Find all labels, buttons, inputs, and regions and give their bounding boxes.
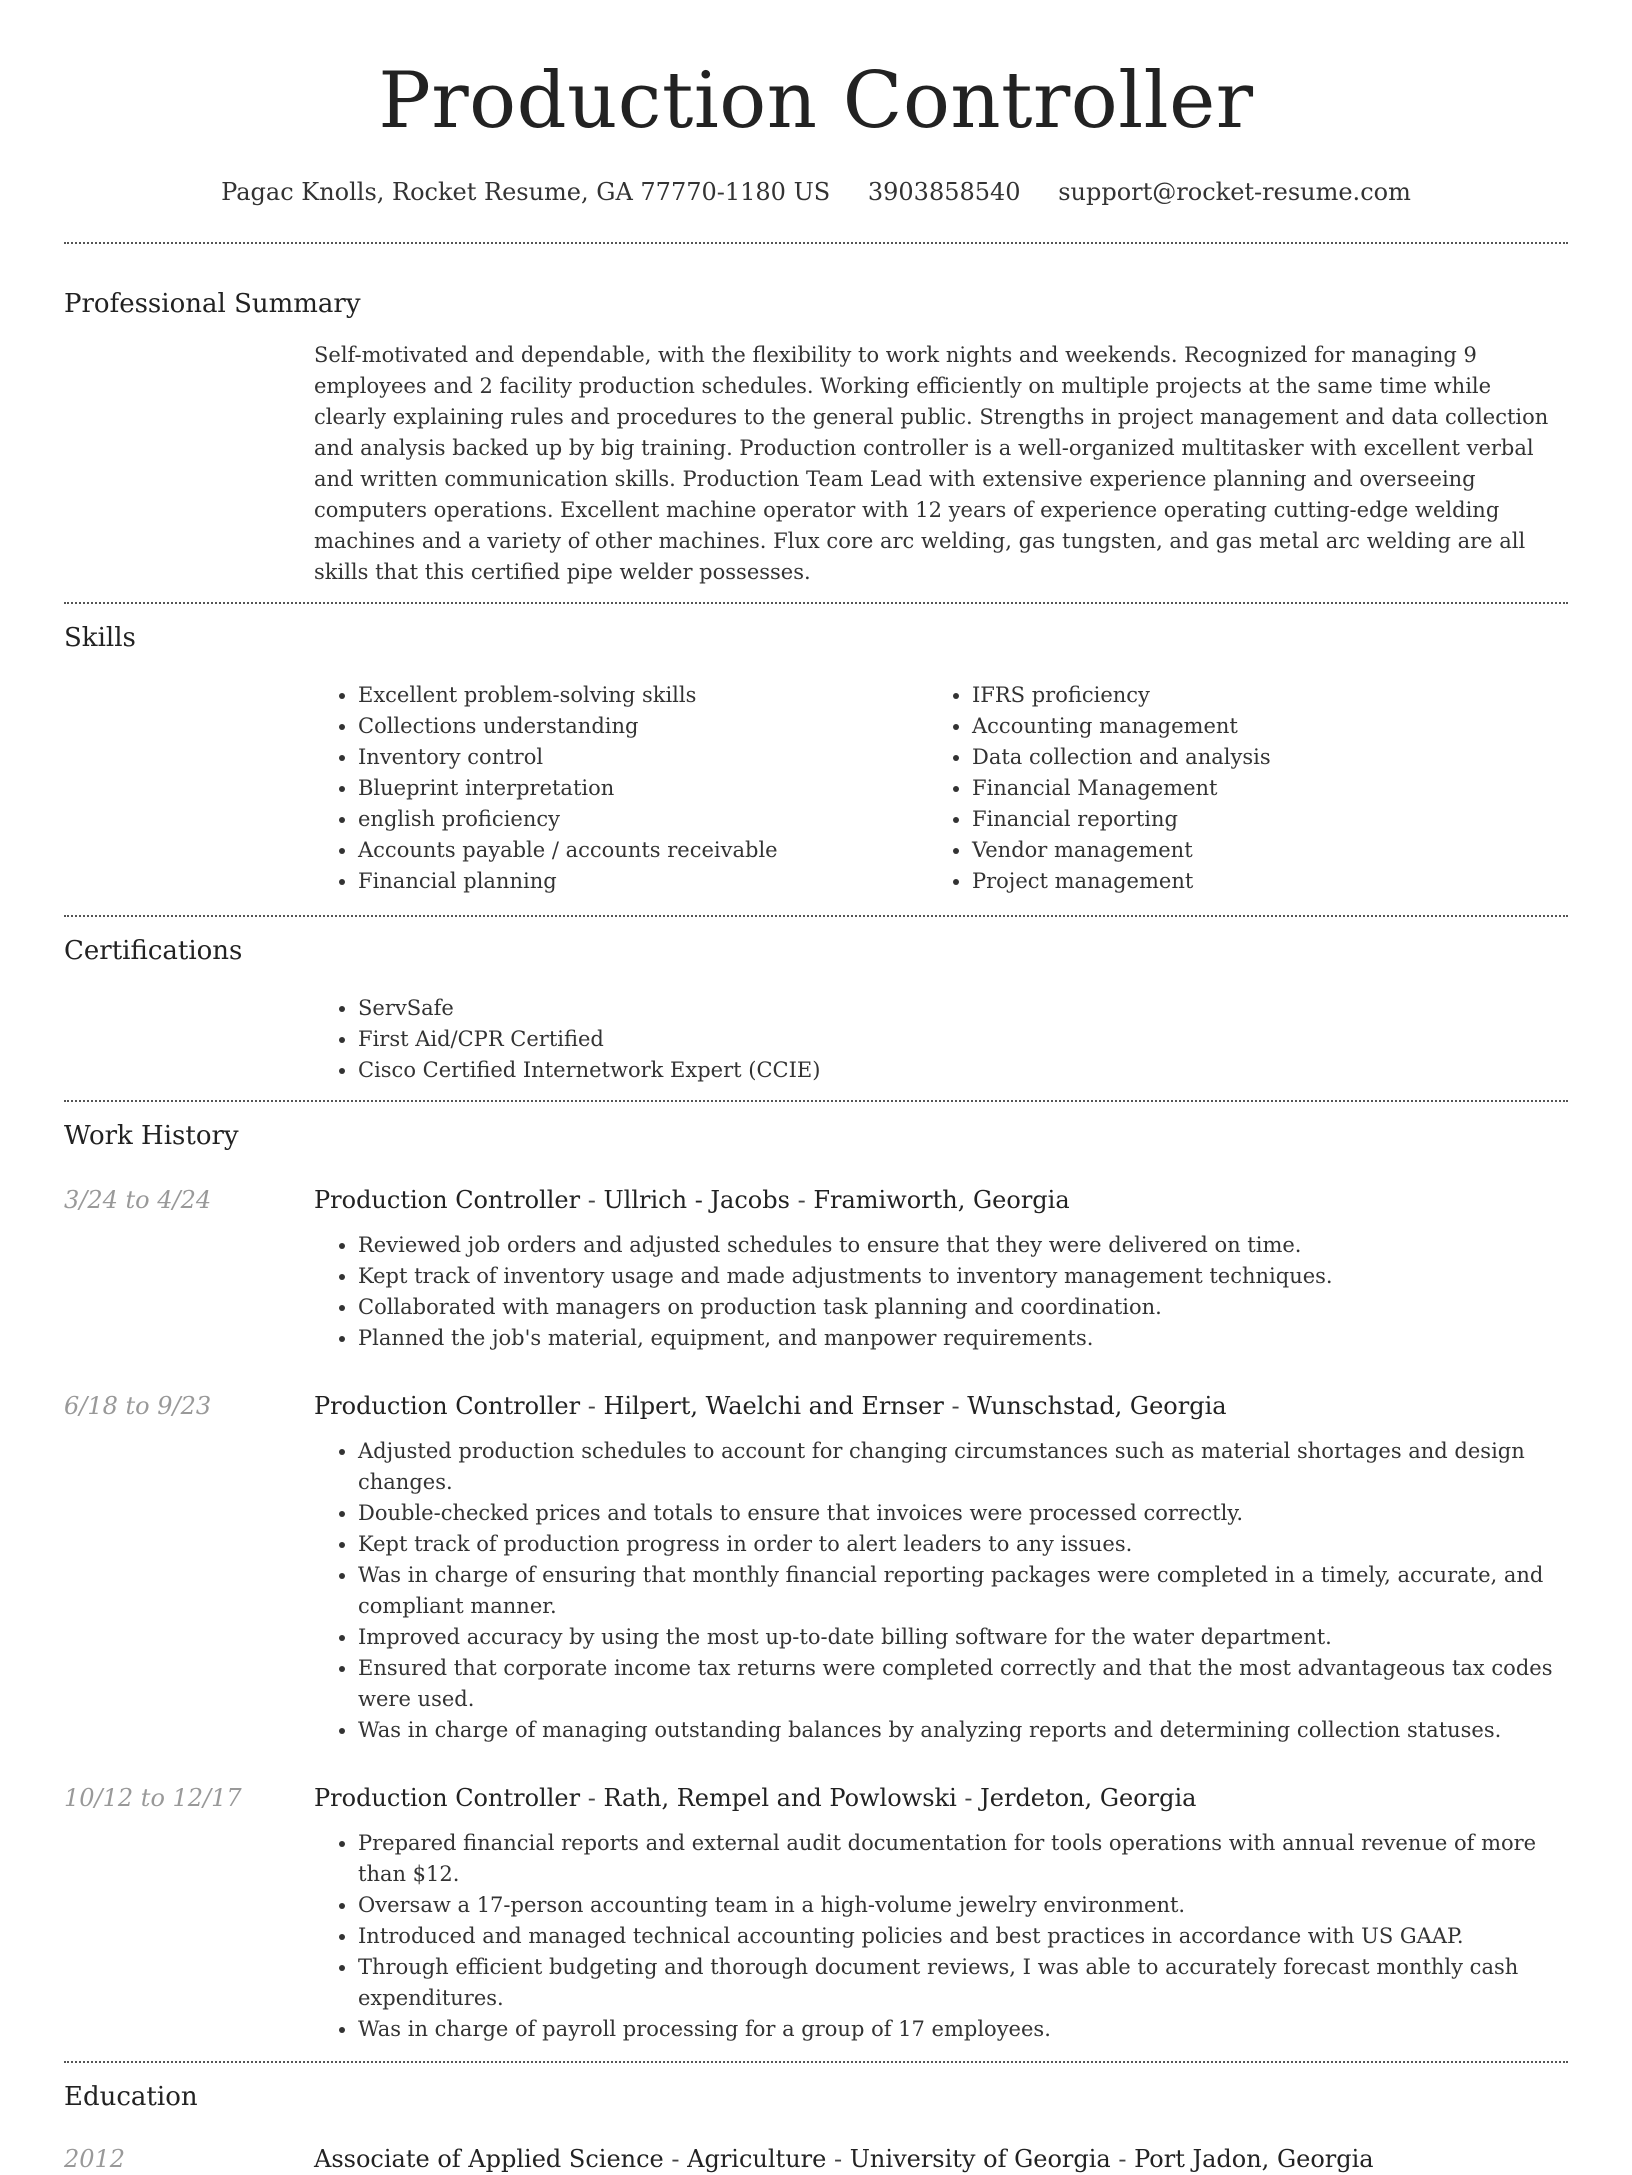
job-location: Wunschstad, Georgia <box>967 1392 1227 1420</box>
education-entry <box>64 2143 1568 2175</box>
skill-item: • Excellent problem-solving skills <box>358 680 928 711</box>
job-bullet: • Planned the job's material, equipment, and manpower requirements. <box>358 1323 1568 1354</box>
certification-item: • Cisco Certified Internetwork Expert (CCIE) <box>358 1055 1568 1086</box>
skill-item: • Blueprint interpretation <box>358 773 928 804</box>
education-location: Port Jadon, Georgia <box>1134 2145 1374 2173</box>
title-separator: - <box>1110 2145 1135 2173</box>
job-role: Production Controller <box>314 1186 581 1214</box>
certifications-list <box>314 993 1568 1086</box>
job-entry <box>64 1184 1568 1354</box>
job-title <box>314 1782 1568 1814</box>
resume-header <box>64 54 1568 208</box>
section-divider <box>64 2061 1568 2063</box>
section-divider <box>64 915 1568 917</box>
summary-heading: Professional Summary <box>64 289 361 319</box>
certifications-heading: Certifications <box>64 936 243 966</box>
job-bullet: • Ensured that corporate income tax returns were completed correctly and that the most advantageous tax codes were used. <box>358 1653 1568 1715</box>
summary-text: Self-motivated and dependable, with the flexibility to work nights and weekends. Recognized for managing 9 employees and 2 facility production schedules. Working efficiently on multiple projects at the same time while clearly explaining rules and procedures to the general public. Strengths in project management and data collection and analysis backed up by big training. Production controller is a well-organized multitasker with excellent verbal and written communication skills. Production Team Lead with extensive experience planning and overseeing computers operations. Excellent machine operator with 12 years of experience operating cutting-edge welding machines and a variety of other machines. Flux core arc welding, gas tungsten, and gas metal arc welding are all skills that this certified pipe welder possesses. <box>314 343 1549 584</box>
education-degree: Associate of Applied Science <box>314 2145 664 2173</box>
job-bullet: • Prepared financial reports and external audit documentation for tools operations with annual revenue of more than $12. <box>358 1828 1568 1890</box>
contact-phone: 3903858540 <box>867 178 1021 206</box>
education-section <box>64 2081 1568 2175</box>
skill-item: • Vendor management <box>972 835 1542 866</box>
job-location: Jerdeton, Georgia <box>980 1784 1197 1812</box>
job-location: Framiworth, Georgia <box>813 1186 1070 1214</box>
title-separator: - <box>580 1784 604 1812</box>
title-separator: - <box>663 2145 688 2173</box>
job-bullet: • Improved accuracy by using the most up-to-date billing software for the water department. <box>358 1622 1568 1653</box>
skill-item: • Inventory control <box>358 742 928 773</box>
work-history-section <box>64 1120 1568 2061</box>
skills-column-left <box>314 680 928 897</box>
section-divider <box>64 602 1568 604</box>
skill-item: • Financial planning <box>358 866 928 897</box>
job-bullet: • Through efficient budgeting and thorough document reviews, I was able to accurately forecast monthly cash expenditures. <box>358 1952 1568 2014</box>
title-separator: - <box>826 2145 850 2173</box>
job-bullet: • Introduced and managed technical accounting policies and best practices in accordance with US GAAP. <box>358 1921 1568 1952</box>
title-separator: - <box>580 1392 604 1420</box>
skill-item: • Accounts payable / accounts receivable <box>358 835 928 866</box>
certification-item: • First Aid/CPR Certified <box>358 1024 1568 1055</box>
title-separator: - <box>789 1186 814 1214</box>
job-bullet: • Kept track of inventory usage and made adjustments to inventory management techniques. <box>358 1261 1568 1292</box>
job-role: Production Controller <box>314 1784 581 1812</box>
skill-item: • Data collection and analysis <box>972 742 1542 773</box>
job-bullet: • Oversaw a 17-person accounting team in a high-volume jewelry environment. <box>358 1890 1568 1921</box>
job-company: Rath, Rempel and Powlowski <box>603 1784 957 1812</box>
contact-address: Pagac Knolls, Rocket Resume, GA 77770-1180 US <box>221 178 831 206</box>
job-bullet: • Was in charge of managing outstanding balances by analyzing reports and determining collection statuses. <box>358 1715 1568 1746</box>
job-bullet: • Double-checked prices and totals to ensure that invoices were processed correctly. <box>358 1498 1568 1529</box>
job-dates: 10/12 to 12/17 <box>64 1784 242 1812</box>
title-separator: - <box>580 1186 604 1214</box>
education-field: Agriculture <box>687 2145 827 2173</box>
job-role: Production Controller <box>314 1392 581 1420</box>
skill-item: • english proficiency <box>358 804 928 835</box>
job-dates: 6/18 to 9/23 <box>64 1392 212 1420</box>
work-history-heading: Work History <box>64 1121 239 1151</box>
education-heading: Education <box>64 2082 198 2112</box>
summary-section <box>64 288 1568 588</box>
skill-item: • Accounting management <box>972 711 1542 742</box>
skills-section <box>64 622 1568 897</box>
education-title <box>314 2143 1568 2175</box>
skills-column-right <box>928 680 1542 897</box>
job-title <box>314 1390 1568 1422</box>
job-bullet: • Was in charge of payroll processing for a group of 17 employees. <box>358 2014 1568 2045</box>
skills-grid <box>314 680 1568 897</box>
job-bullet: • Kept track of production progress in order to alert leaders to any issues. <box>358 1529 1568 1560</box>
section-divider <box>64 1100 1568 1102</box>
job-dates: 3/24 to 4/24 <box>64 1186 212 1214</box>
job-bullet: • Collaborated with managers on production task planning and coordination. <box>358 1292 1568 1323</box>
skill-item: • Financial reporting <box>972 804 1542 835</box>
contact-email: support@rocket-resume.com <box>1058 178 1411 206</box>
education-year: 2012 <box>64 2145 126 2173</box>
education-school: University of Georgia <box>849 2145 1111 2173</box>
job-entry <box>64 1782 1568 2045</box>
title-separator: - <box>956 1784 981 1812</box>
section-divider <box>64 242 1568 244</box>
skill-item: • Collections understanding <box>358 711 928 742</box>
certifications-section <box>64 935 1568 1086</box>
job-bullet: • Reviewed job orders and adjusted schedules to ensure that they were delivered on time. <box>358 1230 1568 1261</box>
job-title <box>314 1184 1568 1216</box>
job-bullet: • Was in charge of ensuring that monthly financial reporting packages were completed in a timely, accurate, and compliant manner. <box>358 1560 1568 1622</box>
job-bullet: • Adjusted production schedules to account for changing circumstances such as material shortages and design changes. <box>358 1436 1568 1498</box>
job-company: Ullrich - Jacobs <box>603 1186 790 1214</box>
skill-item: • IFRS proficiency <box>972 680 1542 711</box>
job-entry <box>64 1390 1568 1746</box>
skills-heading: Skills <box>64 623 136 653</box>
candidate-name: Production Controller <box>378 56 1254 146</box>
skill-item: • Project management <box>972 866 1542 897</box>
skill-item: • Financial Management <box>972 773 1542 804</box>
title-separator: - <box>943 1392 968 1420</box>
contact-line <box>64 176 1568 208</box>
job-company: Hilpert, Waelchi and Ernser <box>603 1392 944 1420</box>
certification-item: • ServSafe <box>358 993 1568 1024</box>
